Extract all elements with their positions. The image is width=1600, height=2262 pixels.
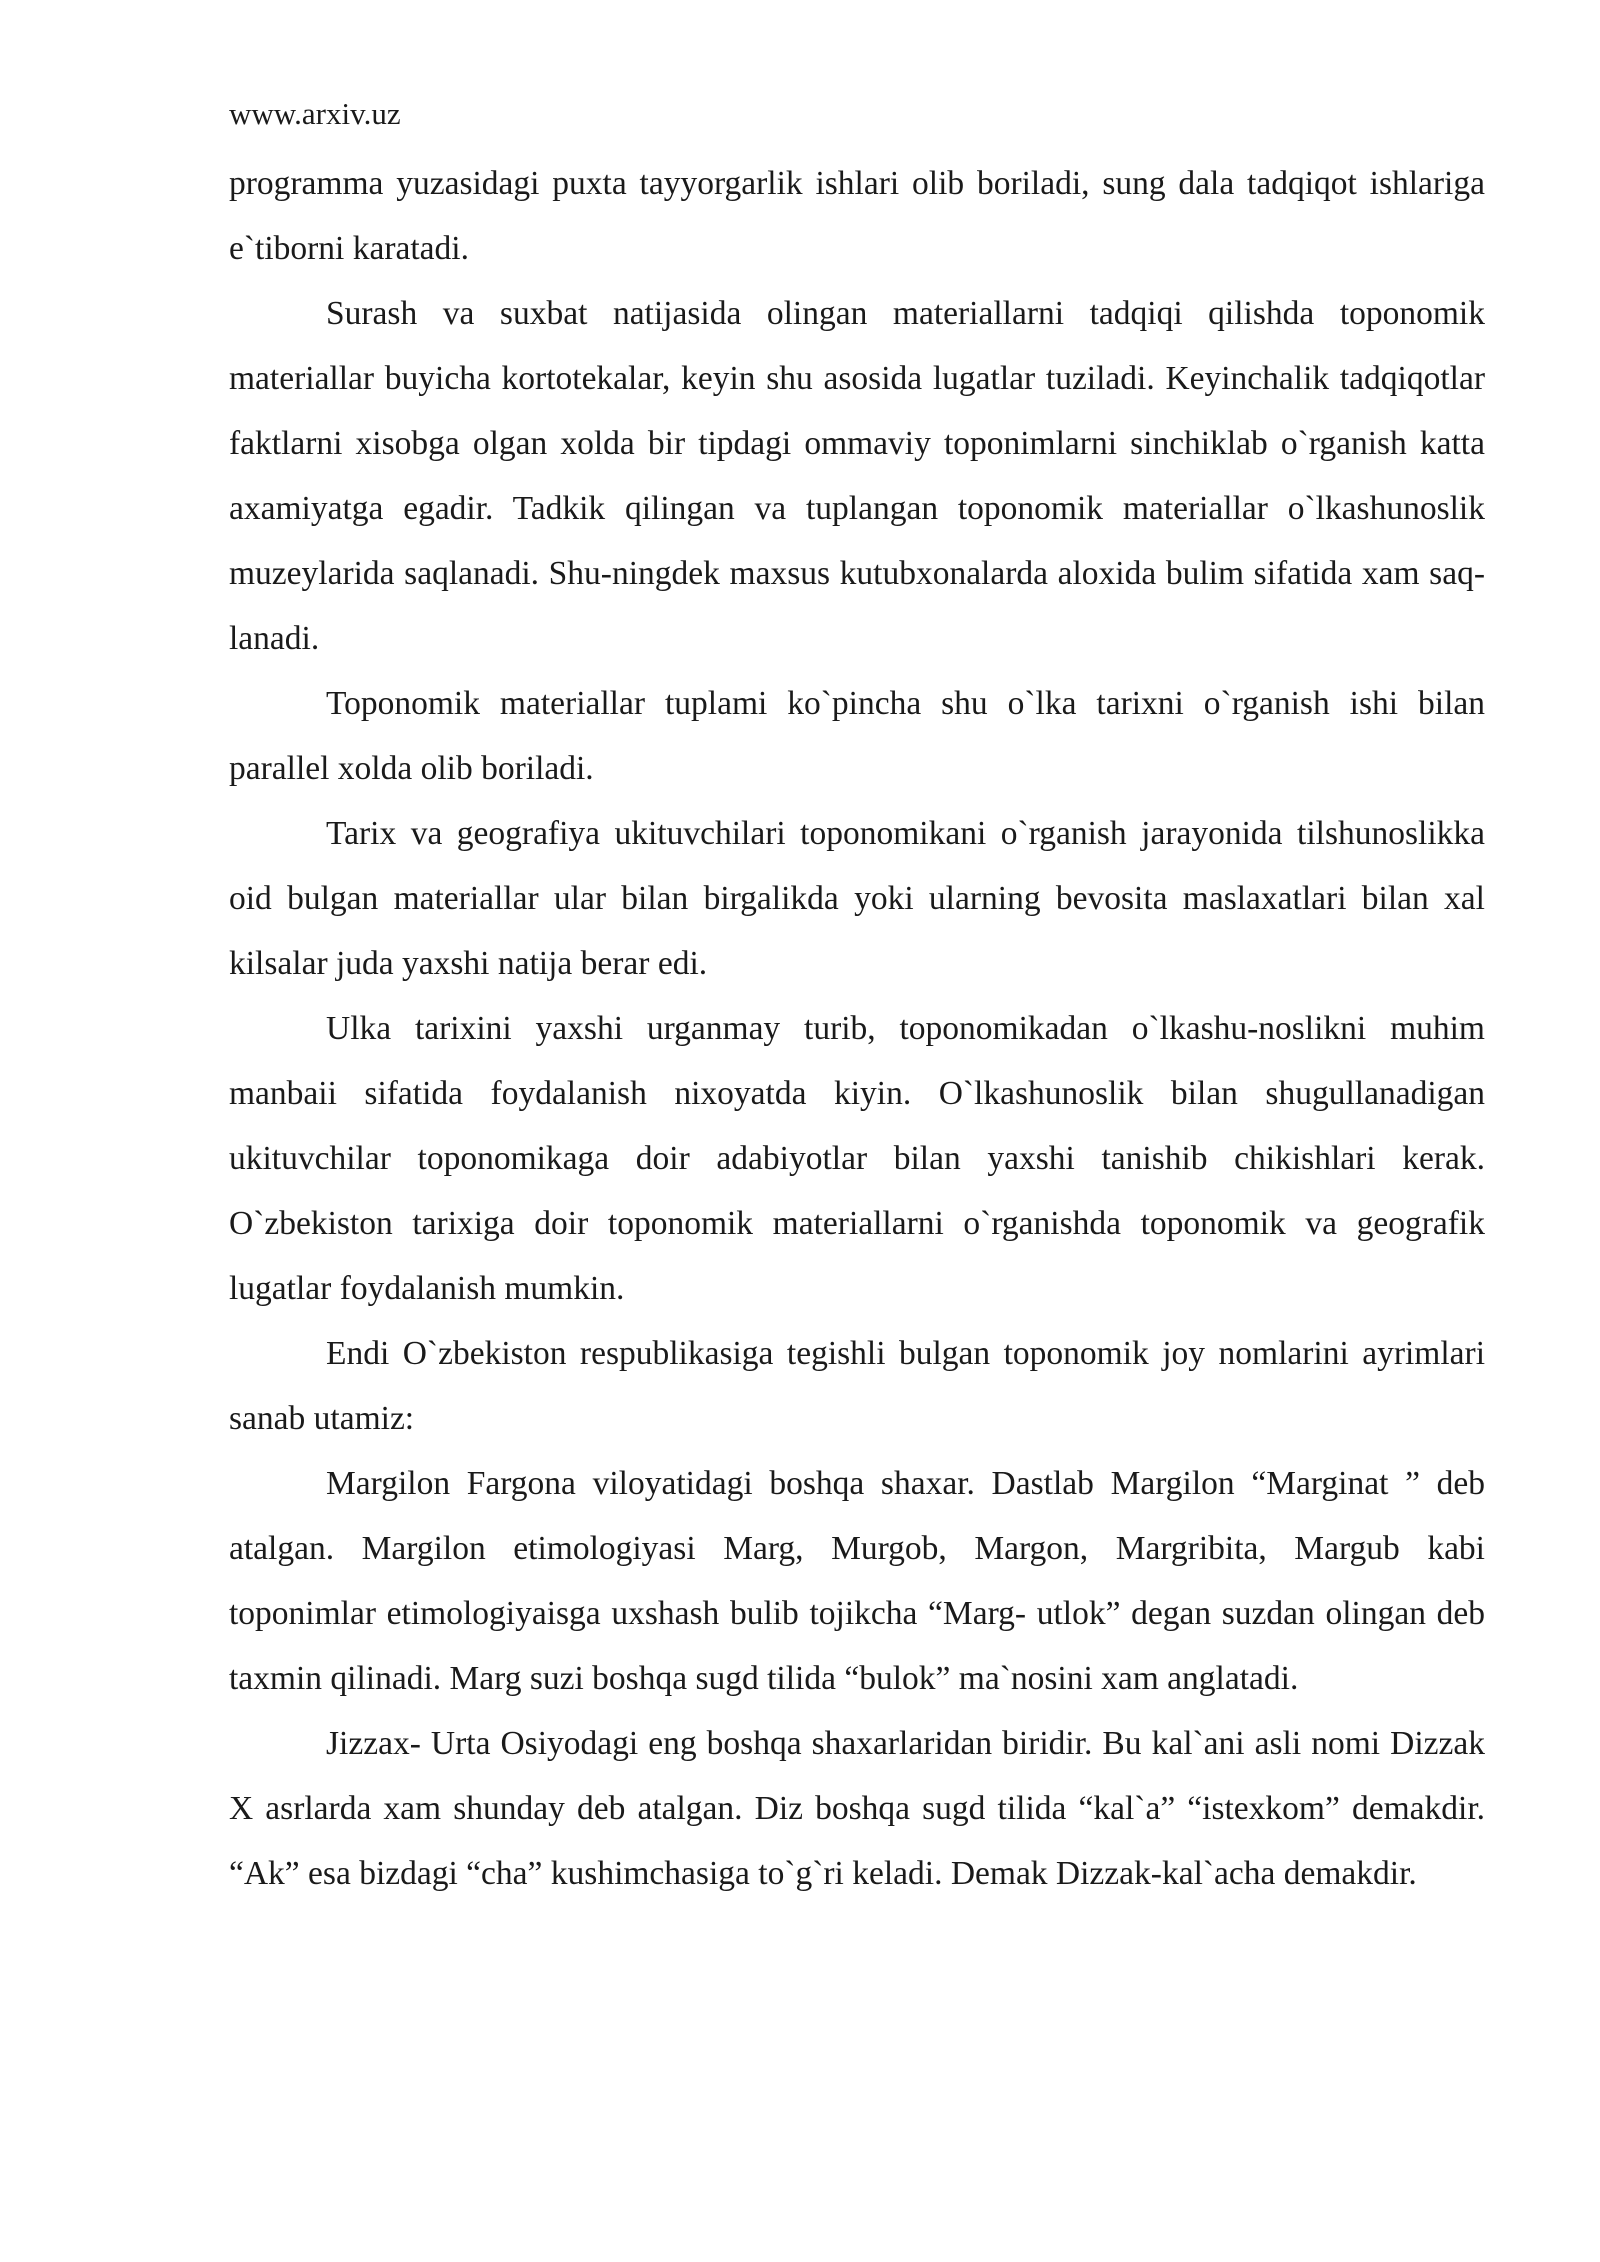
paragraph: Margilon Fargona viloyatidagi boshqa shaxar. Dastlab Margilon “Marginat ” deb atalgan. Margilon etimologiyasi Marg, Murgob, Margon, Margribita, Margub kabi toponimlar etimologiyaisga uxshash bulib tojikcha “Marg- utlok” degan suzdan olingan deb taxmin qilinadi. Marg suzi boshqa sugd tilida “bulok” ma`nosini xam anglatadi.	[229, 1465, 1485, 1697]
page-header-site: www.arxiv.uz	[229, 96, 401, 131]
paragraph: Jizzax- Urta Osiyodagi eng boshqa shaxarlaridan biridir. Bu kal`ani asli nomi Dizzak X asrlarda xam shunday deb atalgan. Diz boshqa sugd tilida “kal`a” “istexkom” demakdir. “Ak” esa bizdagi “cha” kushimchasiga to`g`ri keladi. Demak Dizzak-kal`acha demakdir.	[229, 1725, 1485, 1892]
paragraph: programma yuzasidagi puxta tayyorgarlik ishlari olib boriladi, sung dala tadqiqot ishlariga e`tiborni karatadi.	[229, 165, 1485, 267]
paragraph: Ulka tarixini yaxshi urganmay turib, toponomikadan o`lkashu-noslikni muhim manbaii sifatida foydalanish nixoyatda kiyin. O`lkashunoslik bilan shugullanadigan ukituvchilar toponomikaga doir adabiyotlar bilan yaxshi tanishib chikishlari kerak. O`zbekiston tarixiga doir toponomik materiallarni o`rganishda toponomik va geografik lugatlar foydalanish mumkin.	[229, 1010, 1485, 1307]
paragraph: Endi O`zbekiston respublikasiga tegishli bulgan toponomik joy nomlarini ayrimlari sanab utamiz:	[229, 1335, 1485, 1437]
paragraph: Toponomik materiallar tuplami ko`pincha shu o`lka tarixni o`rganish ishi bilan parallel xolda olib boriladi.	[229, 685, 1485, 787]
paragraph: Tarix va geografiya ukituvchilari toponomikani o`rganish jarayonida tilshunoslikka oid bulgan materiallar ular bilan birgalikda yoki ularning bevosita maslaxatlari bilan xal kilsalar juda yaxshi natija berar edi.	[229, 815, 1485, 982]
paragraph: Surash va suxbat natijasida olingan materiallarni tadqiqi qilishda toponomik materiallar buyicha kortotekalar, keyin shu asosida lugatlar tuziladi. Keyinchalik tadqiqotlar faktlarni xisobga olgan xolda bir tipdagi ommaviy toponimlarni sinchiklab o`rganish katta axamiyatga egadir. Tadkik qilingan va tuplangan toponomik materiallar o`lkashunoslik muzeylarida saqlanadi. Shu-ningdek maxsus kutubxonalarda aloxida bulim sifatida xam saq-lanadi.	[229, 295, 1485, 657]
document-body	[229, 151, 1485, 1906]
